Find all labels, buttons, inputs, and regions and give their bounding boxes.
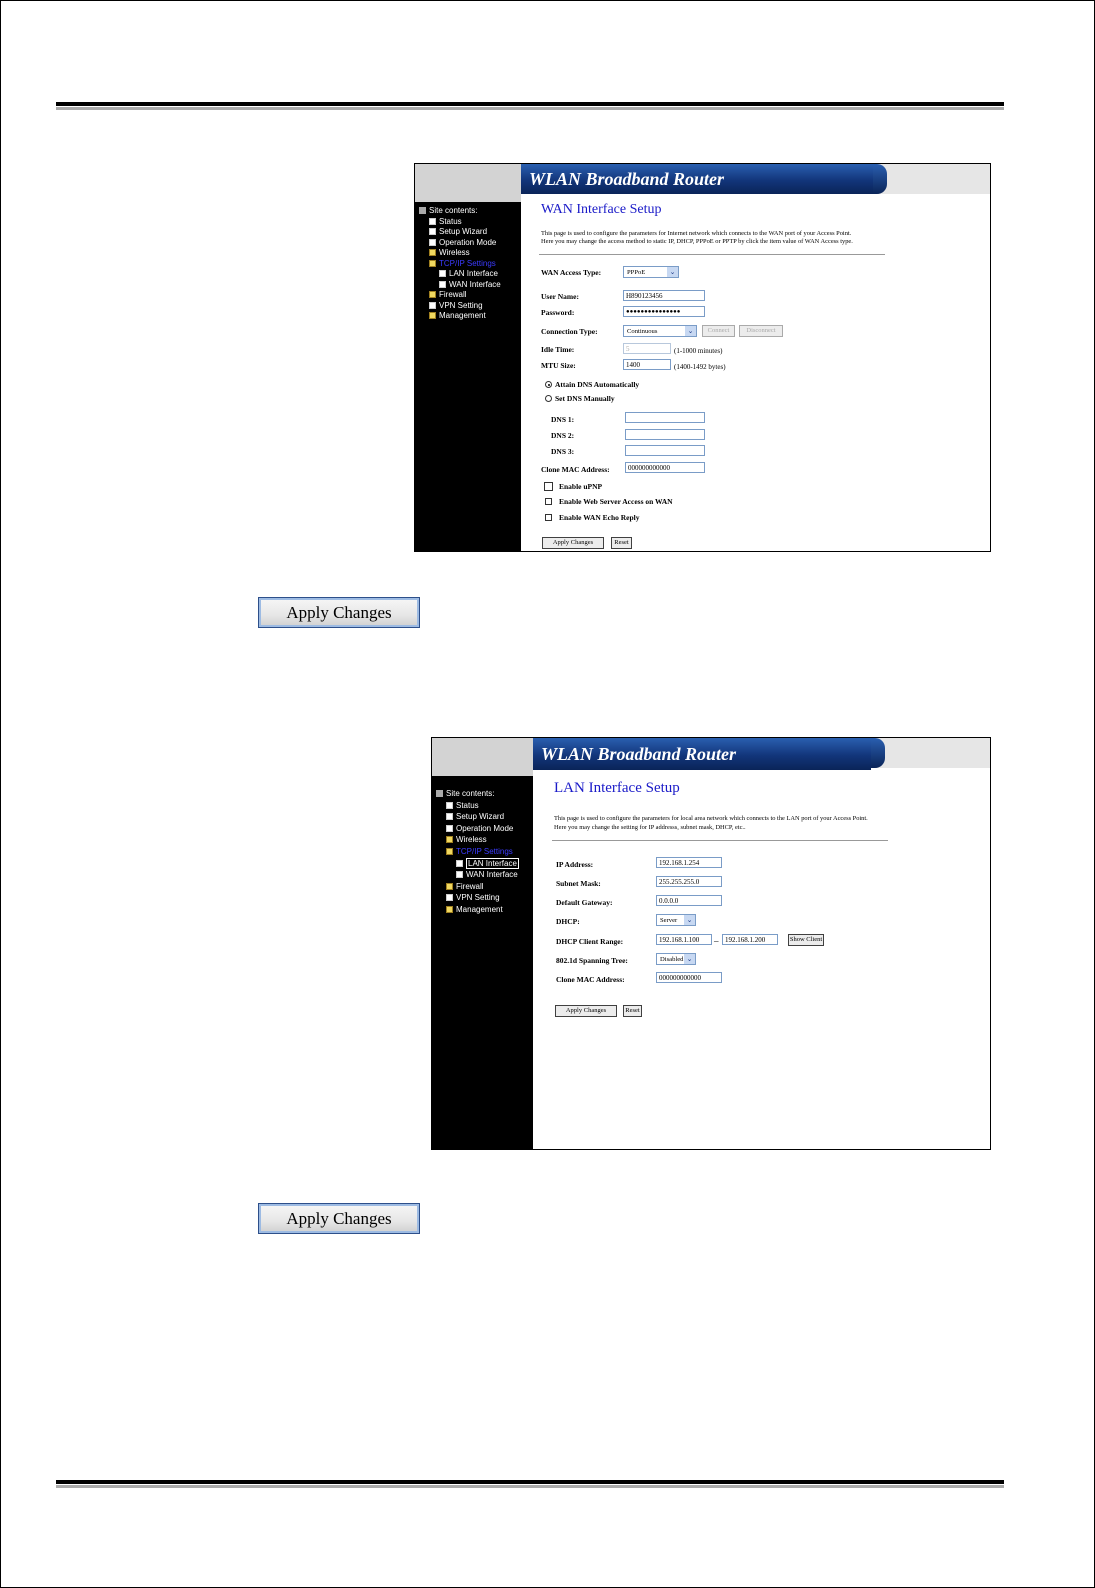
echo-reply-checkbox[interactable] — [545, 514, 552, 521]
tree-item-firewall[interactable]: Firewall — [419, 290, 501, 301]
dns-auto-radio[interactable] — [545, 381, 552, 388]
tree-item-lan-interface[interactable]: LAN Interface — [419, 269, 501, 280]
tree-item-setup-wizard[interactable]: Setup Wizard — [419, 227, 501, 238]
computer-icon — [436, 790, 443, 797]
web-access-label: Enable Web Server Access on WAN — [559, 497, 673, 506]
show-client-button[interactable]: Show Client — [788, 934, 824, 946]
chevron-down-icon: ⌄ — [667, 267, 678, 277]
divider — [552, 840, 888, 841]
footer-rule — [56, 1480, 1004, 1484]
dhcp-range-label: DHCP Client Range: — [556, 937, 624, 946]
ip-address-label: IP Address: — [556, 860, 594, 869]
tree-item-status[interactable]: Status — [436, 800, 519, 812]
page-description-2: Here you may change the access method to static IP, DHCP, PPPoE or PPTP by click the item value of WAN Access type. — [541, 238, 853, 245]
footer-rule-shadow — [56, 1485, 1004, 1488]
page-icon — [446, 894, 453, 901]
subnet-mask-input[interactable]: 255.255.255.0 — [656, 876, 722, 887]
tree-item-management[interactable]: Management — [419, 311, 501, 322]
spanning-tree-label: 802.1d Spanning Tree: — [556, 956, 628, 965]
tree-item-lan-interface[interactable]: LAN Interface — [436, 858, 519, 870]
router-banner: WLAN Broadband Router — [533, 738, 871, 770]
apply-changes-button-illustration-2[interactable]: Apply Changes — [258, 1203, 420, 1234]
dns-auto-label: Attain DNS Automatically — [555, 380, 640, 389]
site-tree — [419, 206, 501, 322]
dns-manual-radio[interactable] — [545, 395, 552, 402]
folder-icon — [429, 249, 436, 256]
site-tree — [436, 788, 519, 916]
sidebar — [432, 738, 533, 1149]
header-rule — [56, 102, 1004, 106]
page-icon — [446, 802, 453, 809]
password-input[interactable]: ●●●●●●●●●●●●●●● — [623, 306, 705, 317]
dns2-input[interactable] — [625, 429, 705, 440]
wan-access-type-label: WAN Access Type: — [541, 268, 602, 277]
sidebar-header — [415, 164, 521, 202]
page-description-1: This page is used to configure the parameters for local area network which connects to the LAN port of your Access Point. — [554, 815, 868, 822]
idle-time-note: (1-1000 minutes) — [674, 347, 723, 355]
mtu-size-input[interactable]: 1400 — [623, 359, 671, 370]
connection-type-label: Connection Type: — [541, 327, 598, 336]
clone-mac-input[interactable]: 000000000000 — [625, 462, 705, 473]
default-gateway-input[interactable]: 0.0.0.0 — [656, 895, 722, 906]
page-icon — [429, 228, 436, 235]
wan-setup-screenshot — [414, 163, 991, 552]
dhcp-label: DHCP: — [556, 917, 580, 926]
apply-changes-button-illustration-1[interactable]: Apply Changes — [258, 597, 420, 628]
upnp-label: Enable uPNP — [559, 482, 603, 491]
dns-manual-label: Set DNS Manually — [555, 394, 615, 403]
clone-mac-label: Clone MAC Address: — [556, 975, 625, 984]
sidebar — [415, 164, 521, 551]
apply-changes-button[interactable]: Apply Changes — [542, 537, 604, 549]
chevron-down-icon: ⌄ — [684, 954, 695, 964]
tree-item-tcpip[interactable]: TCP/IP Settings — [419, 259, 501, 270]
echo-reply-label: Enable WAN Echo Reply — [559, 513, 640, 522]
connect-button[interactable]: Connect — [702, 325, 735, 337]
page-icon — [446, 813, 453, 820]
tree-root: Site contents: — [436, 788, 519, 800]
page-icon — [446, 825, 453, 832]
range-separator: – — [714, 936, 719, 946]
tree-item-vpn[interactable]: VPN Setting — [419, 301, 501, 312]
ip-address-input[interactable]: 192.168.1.254 — [656, 857, 722, 868]
idle-time-label: Idle Time: — [541, 345, 575, 354]
dns2-label: DNS 2: — [551, 431, 575, 440]
computer-icon — [419, 207, 426, 214]
folder-icon — [446, 883, 453, 890]
page-description-2: Here you may change the setting for IP addresss, subnet mask, DHCP, etc.. — [554, 824, 746, 831]
dhcp-range-end-input[interactable]: 192.168.1.200 — [722, 934, 778, 945]
user-name-label: User Name: — [541, 292, 579, 301]
chevron-down-icon: ⌄ — [685, 326, 696, 336]
dns1-input[interactable] — [625, 412, 705, 423]
tree-item-status[interactable]: Status — [419, 217, 501, 228]
tree-item-operation-mode[interactable]: Operation Mode — [419, 238, 501, 249]
web-access-checkbox[interactable] — [545, 498, 552, 505]
page-icon — [429, 218, 436, 225]
dns3-input[interactable] — [625, 445, 705, 456]
subnet-mask-label: Subnet Mask: — [556, 879, 601, 888]
divider — [539, 254, 885, 255]
page-icon — [439, 281, 446, 288]
reset-button[interactable]: Reset — [611, 537, 632, 549]
folder-open-icon — [446, 848, 453, 855]
clone-mac-label: Clone MAC Address: — [541, 465, 610, 474]
page-icon — [456, 871, 463, 878]
password-label: Password: — [541, 308, 575, 317]
upnp-checkbox[interactable] — [544, 482, 553, 491]
folder-icon — [446, 836, 453, 843]
apply-changes-button[interactable]: Apply Changes — [555, 1005, 617, 1017]
page-icon — [439, 270, 446, 277]
dhcp-range-start-input[interactable]: 192.168.1.100 — [656, 934, 712, 945]
mtu-size-note: (1400-1492 bytes) — [674, 363, 726, 371]
folder-icon — [429, 291, 436, 298]
page-title: LAN Interface Setup — [554, 780, 680, 796]
tree-item-operation-mode[interactable]: Operation Mode — [436, 823, 519, 835]
tree-item-setup-wizard[interactable]: Setup Wizard — [436, 811, 519, 823]
page-title: WAN Interface Setup — [541, 202, 662, 217]
lan-setup-screenshot — [431, 737, 991, 1150]
page-icon — [429, 239, 436, 246]
mtu-size-label: MTU Size: — [541, 361, 576, 370]
router-banner: WLAN Broadband Router — [521, 164, 873, 194]
tree-item-wireless[interactable]: Wireless — [419, 248, 501, 259]
chevron-down-icon: ⌄ — [684, 915, 695, 925]
tree-item-management[interactable]: Management — [436, 904, 519, 916]
tree-item-wan-interface[interactable]: WAN Interface — [436, 869, 519, 881]
page-icon — [429, 302, 436, 309]
folder-icon — [429, 312, 436, 319]
wan-access-type-select[interactable]: PPPoE ⌄ — [623, 266, 679, 278]
disconnect-button[interactable]: Disconnect — [739, 325, 783, 337]
folder-open-icon — [429, 260, 436, 267]
page-icon — [456, 860, 463, 867]
page-description-1: This page is used to configure the parameters for Internet network which connects to the WAN port of your Access Point. — [541, 230, 852, 237]
dns3-label: DNS 3: — [551, 447, 575, 456]
tree-item-vpn[interactable]: VPN Setting — [436, 892, 519, 904]
dns1-label: DNS 1: — [551, 415, 575, 424]
sidebar-header — [432, 738, 533, 776]
default-gateway-label: Default Gateway: — [556, 898, 613, 907]
user-name-input[interactable]: H890123456 — [623, 290, 705, 301]
connection-type-select[interactable]: Continuous ⌄ — [623, 325, 697, 337]
header-rule-shadow — [56, 107, 1004, 110]
clone-mac-input[interactable]: 000000000000 — [656, 972, 722, 983]
tree-item-tcpip[interactable]: TCP/IP Settings — [436, 846, 519, 858]
tree-item-wan-interface[interactable]: WAN Interface — [419, 280, 501, 291]
folder-icon — [446, 906, 453, 913]
tree-item-wireless[interactable]: Wireless — [436, 834, 519, 846]
idle-time-input[interactable]: 5 — [623, 343, 671, 354]
tree-item-firewall[interactable]: Firewall — [436, 881, 519, 893]
reset-button[interactable]: Reset — [623, 1005, 642, 1017]
tree-root: Site contents: — [419, 206, 501, 217]
spanning-tree-select[interactable]: Disabled ⌄ — [656, 953, 696, 965]
dhcp-select[interactable]: Server ⌄ — [656, 914, 696, 926]
